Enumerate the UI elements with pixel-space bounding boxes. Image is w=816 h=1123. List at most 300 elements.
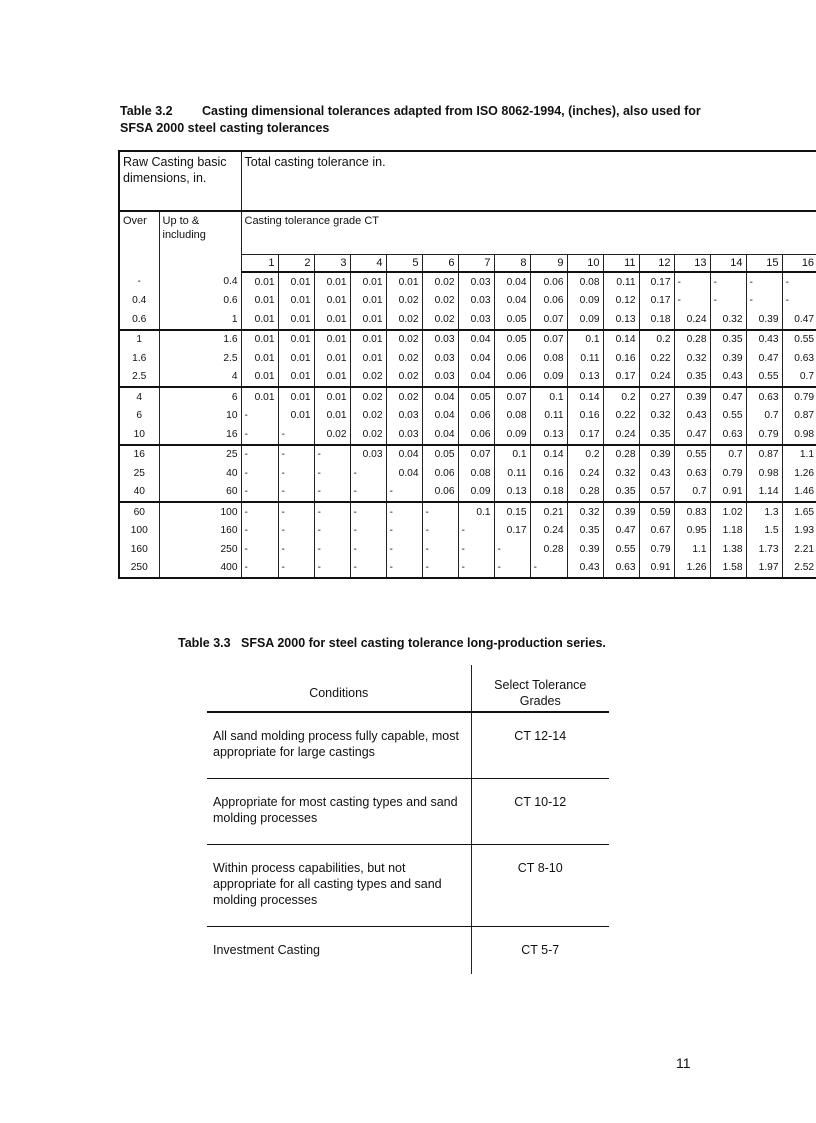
tolerance-cell: - [241,483,278,503]
tolerance-cell: 0.7 [782,368,816,388]
over-value: 4 [119,387,159,407]
tolerance-cell: 0.55 [603,540,639,559]
tolerance-cell: 0.1 [494,445,530,465]
tolerance-cell: 0.2 [639,330,674,350]
tolerance-cell: 0.12 [603,292,639,311]
upto-value: 0.4 [159,272,241,292]
tolerance-cell: 0.7 [674,483,710,503]
tolerance-cell: - [314,483,350,503]
tolerance-cell: 0.14 [530,445,567,465]
tolerance-cell: 0.43 [746,330,782,350]
tolerance-cell: 0.09 [567,292,603,311]
tolerance-cell: - [241,559,278,579]
tolerance-cell: 0.04 [386,464,422,483]
table-row [207,712,609,779]
grade-cell: 1 [241,255,278,273]
upto-header: Up to & including [159,211,241,272]
upto-value: 6 [159,387,241,407]
grade-cell: 15 [746,255,782,273]
tolerance-cell: 0.2 [567,445,603,465]
tolerance-cell: - [278,464,314,483]
tolerance-cell: 1.26 [782,464,816,483]
tolerance-cell: 0.2 [603,387,639,407]
tolerance-cell: 0.04 [422,387,458,407]
tolerance-cell: 0.14 [567,387,603,407]
tolerance-cell: 0.04 [386,445,422,465]
tolerance-cell: 0.05 [422,445,458,465]
upto-value: 1 [159,310,241,330]
table-row [119,368,816,388]
upto-value: 60 [159,483,241,503]
tolerance-cell: 0.01 [314,310,350,330]
tolerance-cell: 1.3 [746,502,782,522]
upto-value: 25 [159,445,241,465]
upto-value: 250 [159,540,241,559]
tolerance-cell: 0.95 [674,522,710,541]
tolerance-cell: - [314,502,350,522]
upto-value: 1.6 [159,330,241,350]
tolerance-cell: 0.02 [350,368,386,388]
tolerance-cell: 0.1 [458,502,494,522]
tolerance-cell: 2.52 [782,559,816,579]
tolerance-cell: 1.73 [746,540,782,559]
tolerance-cell: 0.03 [386,425,422,445]
condition-cell: Appropriate for most casting types and sand molding processes [207,779,471,845]
tolerance-cell: 0.87 [746,445,782,465]
tolerance-cell: 0.03 [458,292,494,311]
tolerance-cell: 2.21 [782,540,816,559]
tolerance-cell: 0.01 [278,292,314,311]
tolerance-cell: 1.58 [710,559,746,579]
tolerance-cell: 0.02 [422,292,458,311]
tolerance-cell: 0.01 [241,368,278,388]
grade-cell: 16 [782,255,816,273]
over-value: 0.6 [119,310,159,330]
upto-value: 2.5 [159,349,241,368]
tolerance-cell: - [458,540,494,559]
tolerance-cell: 0.32 [674,349,710,368]
tolerance-grades-table [207,665,609,974]
table-row [119,522,816,541]
raw-casting-header: Raw Casting basic dimensions, in. [119,151,241,211]
tolerance-cell: 0.11 [567,349,603,368]
tolerance-cell: 0.01 [314,368,350,388]
table-3-2-title: Casting dimensional tolerances adapted from ISO 8062-1994, (inches), also used for SFSA 2000 steel casting tolerances [120,104,701,135]
grade-value: CT 10-12 [471,779,609,845]
condition-cell: All sand molding process fully capable, most appropriate for large castings [207,712,471,779]
over-value: - [119,272,159,292]
table-row [119,464,816,483]
grade-cell: 5 [386,255,422,273]
over-value: 100 [119,522,159,541]
tolerance-cell: 1.38 [710,540,746,559]
tolerance-cell: 0.39 [710,349,746,368]
tolerance-cell: - [494,559,530,579]
tolerance-cell: - [241,522,278,541]
tolerance-cell: 0.35 [567,522,603,541]
table-row [119,387,816,407]
tolerance-cell: 0.01 [350,310,386,330]
tolerance-cell: 0.01 [350,349,386,368]
tolerance-cell: 0.24 [530,522,567,541]
over-value: 40 [119,483,159,503]
tolerance-cell: 0.17 [639,292,674,311]
over-value: 60 [119,502,159,522]
table-row [119,310,816,330]
tolerance-cell: 0.21 [530,502,567,522]
over-value: 0.4 [119,292,159,311]
tolerance-cell: 0.03 [350,445,386,465]
tolerance-cell: 0.28 [530,540,567,559]
condition-cell: Investment Casting [213,943,320,957]
tolerance-cell: 0.01 [350,292,386,311]
tolerance-cell: 0.7 [710,445,746,465]
tolerance-cell: 0.01 [278,310,314,330]
tolerance-cell: 0.02 [314,425,350,445]
tolerance-cell: 0.01 [386,272,422,292]
tolerance-cell: - [278,559,314,579]
table-row [119,425,816,445]
tolerance-cell: 0.17 [603,368,639,388]
tolerance-cell: 0.47 [710,387,746,407]
tolerance-cell: 0.06 [494,368,530,388]
tolerance-cell: 0.35 [639,425,674,445]
upto-value: 0.6 [159,292,241,311]
grade-cell: 7 [458,255,494,273]
tolerance-cell: - [241,407,278,426]
tolerance-cell: 0.01 [241,349,278,368]
tolerance-cell: 0.06 [422,483,458,503]
over-header: Over [119,211,159,272]
table-row [207,845,609,927]
tolerance-cell: 0.02 [350,407,386,426]
grade-value: CT 5-7 [471,927,609,975]
tolerance-cell: 0.39 [603,502,639,522]
upto-value: 4 [159,368,241,388]
tolerance-cell: 1.97 [746,559,782,579]
tolerance-cell: - [241,464,278,483]
tolerance-cell: - [350,559,386,579]
tolerance-cell: 0.03 [386,407,422,426]
tolerance-cell: 0.08 [567,272,603,292]
tolerance-cell: 0.63 [746,387,782,407]
over-value: 10 [119,425,159,445]
tolerance-cell: 0.02 [386,368,422,388]
tolerance-cell: 0.17 [639,272,674,292]
tolerance-cell: 0.15 [494,502,530,522]
tolerance-cell: 0.06 [530,292,567,311]
tolerance-cell: 0.01 [350,272,386,292]
tolerance-cell: - [386,540,422,559]
tolerance-cell: 0.05 [458,387,494,407]
tolerance-cell: 0.03 [422,368,458,388]
tolerance-cell: 1.65 [782,502,816,522]
tolerance-cell: 0.39 [746,310,782,330]
tolerance-cell: 0.07 [494,387,530,407]
over-value: 250 [119,559,159,579]
tolerance-cell: - [422,559,458,579]
tolerance-cell: 0.83 [674,502,710,522]
tolerance-cell: - [386,483,422,503]
tolerance-cell: 0.55 [710,407,746,426]
tolerance-cell: 0.01 [278,330,314,350]
tolerance-cell: 0.01 [314,407,350,426]
tolerance-cell: 0.14 [603,330,639,350]
tolerance-cell: 0.24 [603,425,639,445]
tolerance-cell: 0.01 [241,292,278,311]
table-row [119,292,816,311]
tolerance-cell: - [458,559,494,579]
tolerance-cell: 0.55 [782,330,816,350]
tolerance-cell: 0.63 [782,349,816,368]
casting-tolerance-table [118,150,816,579]
tolerance-cell: 0.01 [241,330,278,350]
tolerance-cell: 0.17 [567,425,603,445]
tolerance-cell: 0.57 [639,483,674,503]
tolerance-cell: - [241,425,278,445]
tolerance-cell: - [674,292,710,311]
table-3-2-number: Table 3.2 [120,104,173,118]
tolerance-cell: 0.03 [458,310,494,330]
tolerance-cell: 0.28 [567,483,603,503]
upto-value: 10 [159,407,241,426]
tolerance-cell: 0.03 [458,272,494,292]
page-number: 11 [676,1055,691,1071]
tolerance-cell: 0.04 [458,330,494,350]
tolerance-cell: 1.26 [674,559,710,579]
tolerance-cell: 0.02 [386,310,422,330]
grade-cell: 4 [350,255,386,273]
grade-value: CT 8-10 [471,845,609,927]
tolerance-cell: 0.08 [458,464,494,483]
table-3-3-caption: Table 3.3 SFSA 2000 for steel casting tolerance long-production series. [178,636,606,650]
tolerance-cell: 0.63 [603,559,639,579]
table-row [119,502,816,522]
tolerance-cell: - [350,540,386,559]
tolerance-cell: 0.43 [710,368,746,388]
table-row [119,559,816,579]
tolerance-cell: 0.13 [494,483,530,503]
tolerance-cell: 0.17 [494,522,530,541]
total-tolerance-header: Total casting tolerance in. [241,151,816,211]
tolerance-cell: - [386,559,422,579]
grade-cell: 11 [603,255,639,273]
tolerance-cell: 0.16 [603,349,639,368]
tolerance-cell: - [350,483,386,503]
tolerance-cell: 0.04 [494,292,530,311]
tolerance-cell: 0.63 [710,425,746,445]
tolerance-cell: 0.32 [710,310,746,330]
tolerance-cell: 1.5 [746,522,782,541]
tolerance-cell: 0.08 [494,407,530,426]
tolerance-cell: 0.79 [639,540,674,559]
over-value: 25 [119,464,159,483]
tolerance-cell: 0.01 [278,368,314,388]
upto-value: 16 [159,425,241,445]
tolerance-cell: 0.07 [530,310,567,330]
upto-value: 40 [159,464,241,483]
tolerance-cell: 0.01 [241,387,278,407]
tolerance-cell: 0.04 [458,368,494,388]
tolerance-cell: 0.7 [746,407,782,426]
tolerance-cell: 0.11 [530,407,567,426]
table-3-2-caption [120,103,720,137]
tolerance-cell: - [746,272,782,292]
tolerance-cell: - [494,540,530,559]
tolerance-cell: 0.04 [494,272,530,292]
tolerance-cell: 0.01 [350,330,386,350]
tolerance-cell: - [278,425,314,445]
tolerance-cell: - [241,502,278,522]
tolerance-cell: 1.02 [710,502,746,522]
grade-header: Casting tolerance grade CT [241,211,816,255]
tolerance-cell: 0.43 [639,464,674,483]
tolerance-cell: - [314,522,350,541]
tolerance-cell: - [710,272,746,292]
tolerance-cell: - [278,540,314,559]
tolerance-cell: 0.43 [674,407,710,426]
tolerance-cell: 1.93 [782,522,816,541]
tolerance-cell: - [386,502,422,522]
tolerance-cell: 1.1 [674,540,710,559]
tolerance-cell: 0.16 [567,407,603,426]
grade-cell: 14 [710,255,746,273]
tolerance-cell: 0.01 [314,292,350,311]
table-row [119,445,816,465]
tolerance-cell: 0.01 [278,349,314,368]
grade-cell: 8 [494,255,530,273]
tolerance-cell: 0.79 [746,425,782,445]
upto-value: 100 [159,502,241,522]
tolerance-cell: 0.35 [710,330,746,350]
tolerance-cell: 0.13 [567,368,603,388]
table-row [119,540,816,559]
tolerance-cell: - [314,464,350,483]
conditions-header: Conditions [207,665,471,712]
tolerance-cell: 0.63 [674,464,710,483]
over-value: 1 [119,330,159,350]
tolerance-cell: - [746,292,782,311]
grade-value: CT 12-14 [471,712,609,779]
tolerance-cell: 0.02 [350,425,386,445]
tolerance-cell: 0.04 [458,349,494,368]
tolerance-cell: 0.03 [422,349,458,368]
over-value: 1.6 [119,349,159,368]
tolerance-cell: 0.06 [494,349,530,368]
tolerance-cell: - [458,522,494,541]
tolerance-cell: 0.09 [494,425,530,445]
tolerance-cell: - [674,272,710,292]
tolerance-cell: 1.1 [782,445,816,465]
tolerance-cell: 0.1 [530,387,567,407]
tolerance-cell: 0.09 [530,368,567,388]
tolerance-cell: 0.18 [530,483,567,503]
tolerance-cell: 0.28 [674,330,710,350]
tolerance-cell: 1.18 [710,522,746,541]
tolerance-cell: - [782,292,816,311]
tolerance-cell: 0.13 [603,310,639,330]
tolerance-cell: 0.01 [241,310,278,330]
grades-header: Select Tolerance Grades [471,665,609,712]
over-value: 160 [119,540,159,559]
tolerance-cell: 0.02 [422,310,458,330]
tolerance-cell: - [422,522,458,541]
tolerance-cell: 0.79 [710,464,746,483]
tolerance-cell: 0.47 [746,349,782,368]
tolerance-cell: 0.39 [639,445,674,465]
condition-cell: Within process capabilities, but not appropriate for all casting types and sand molding processes [207,845,471,927]
tolerance-cell: 0.01 [241,272,278,292]
tolerance-cell: 0.02 [386,349,422,368]
tolerance-cell: 0.01 [278,272,314,292]
tolerance-cell: - [314,445,350,465]
tolerance-cell: 0.35 [674,368,710,388]
tolerance-cell: 0.47 [603,522,639,541]
tolerance-cell: 0.59 [639,502,674,522]
tolerance-cell: - [350,522,386,541]
tolerance-cell: - [782,272,816,292]
tolerance-cell: 0.32 [603,464,639,483]
tolerance-cell: 0.67 [639,522,674,541]
tolerance-cell: - [530,559,567,579]
tolerance-cell: 0.24 [639,368,674,388]
tolerance-cell: - [314,540,350,559]
tolerance-cell: 0.06 [458,425,494,445]
tolerance-cell: 0.07 [530,330,567,350]
tolerance-cell: 0.35 [603,483,639,503]
upto-value: 400 [159,559,241,579]
tolerance-cell: 0.91 [710,483,746,503]
tolerance-cell: 0.11 [494,464,530,483]
tolerance-cell: 0.24 [674,310,710,330]
tolerance-cell: 0.98 [782,425,816,445]
tolerance-cell: 0.79 [782,387,816,407]
tolerance-cell: - [278,502,314,522]
tolerance-cell: - [241,445,278,465]
tolerance-cell: 0.09 [567,310,603,330]
grade-cell: 2 [278,255,314,273]
tolerance-cell: 0.18 [639,310,674,330]
tolerance-cell: 1.14 [746,483,782,503]
tolerance-cell: 0.55 [746,368,782,388]
tolerance-cell: 0.03 [422,330,458,350]
grade-cell: 6 [422,255,458,273]
tolerance-cell: 0.04 [422,425,458,445]
tolerance-cell: - [350,502,386,522]
tolerance-cell: 0.07 [458,445,494,465]
tolerance-cell: 0.43 [567,559,603,579]
tolerance-cell: 0.09 [458,483,494,503]
tolerance-cell: 0.01 [314,330,350,350]
grade-cell: 10 [567,255,603,273]
tolerance-cell: - [350,464,386,483]
tolerance-cell: - [278,522,314,541]
tolerance-cell: 0.32 [639,407,674,426]
upto-value: 160 [159,522,241,541]
grade-cell: 13 [674,255,710,273]
tolerance-cell: 0.01 [278,387,314,407]
tolerance-cell: 0.22 [603,407,639,426]
tolerance-cell: 0.27 [639,387,674,407]
table-row [207,927,609,975]
grade-cell: 3 [314,255,350,273]
table-row [119,349,816,368]
table-row [119,483,816,503]
tolerance-cell: 0.06 [422,464,458,483]
tolerance-cell: - [278,483,314,503]
tolerance-cell: 1.46 [782,483,816,503]
tolerance-cell: 0.47 [782,310,816,330]
